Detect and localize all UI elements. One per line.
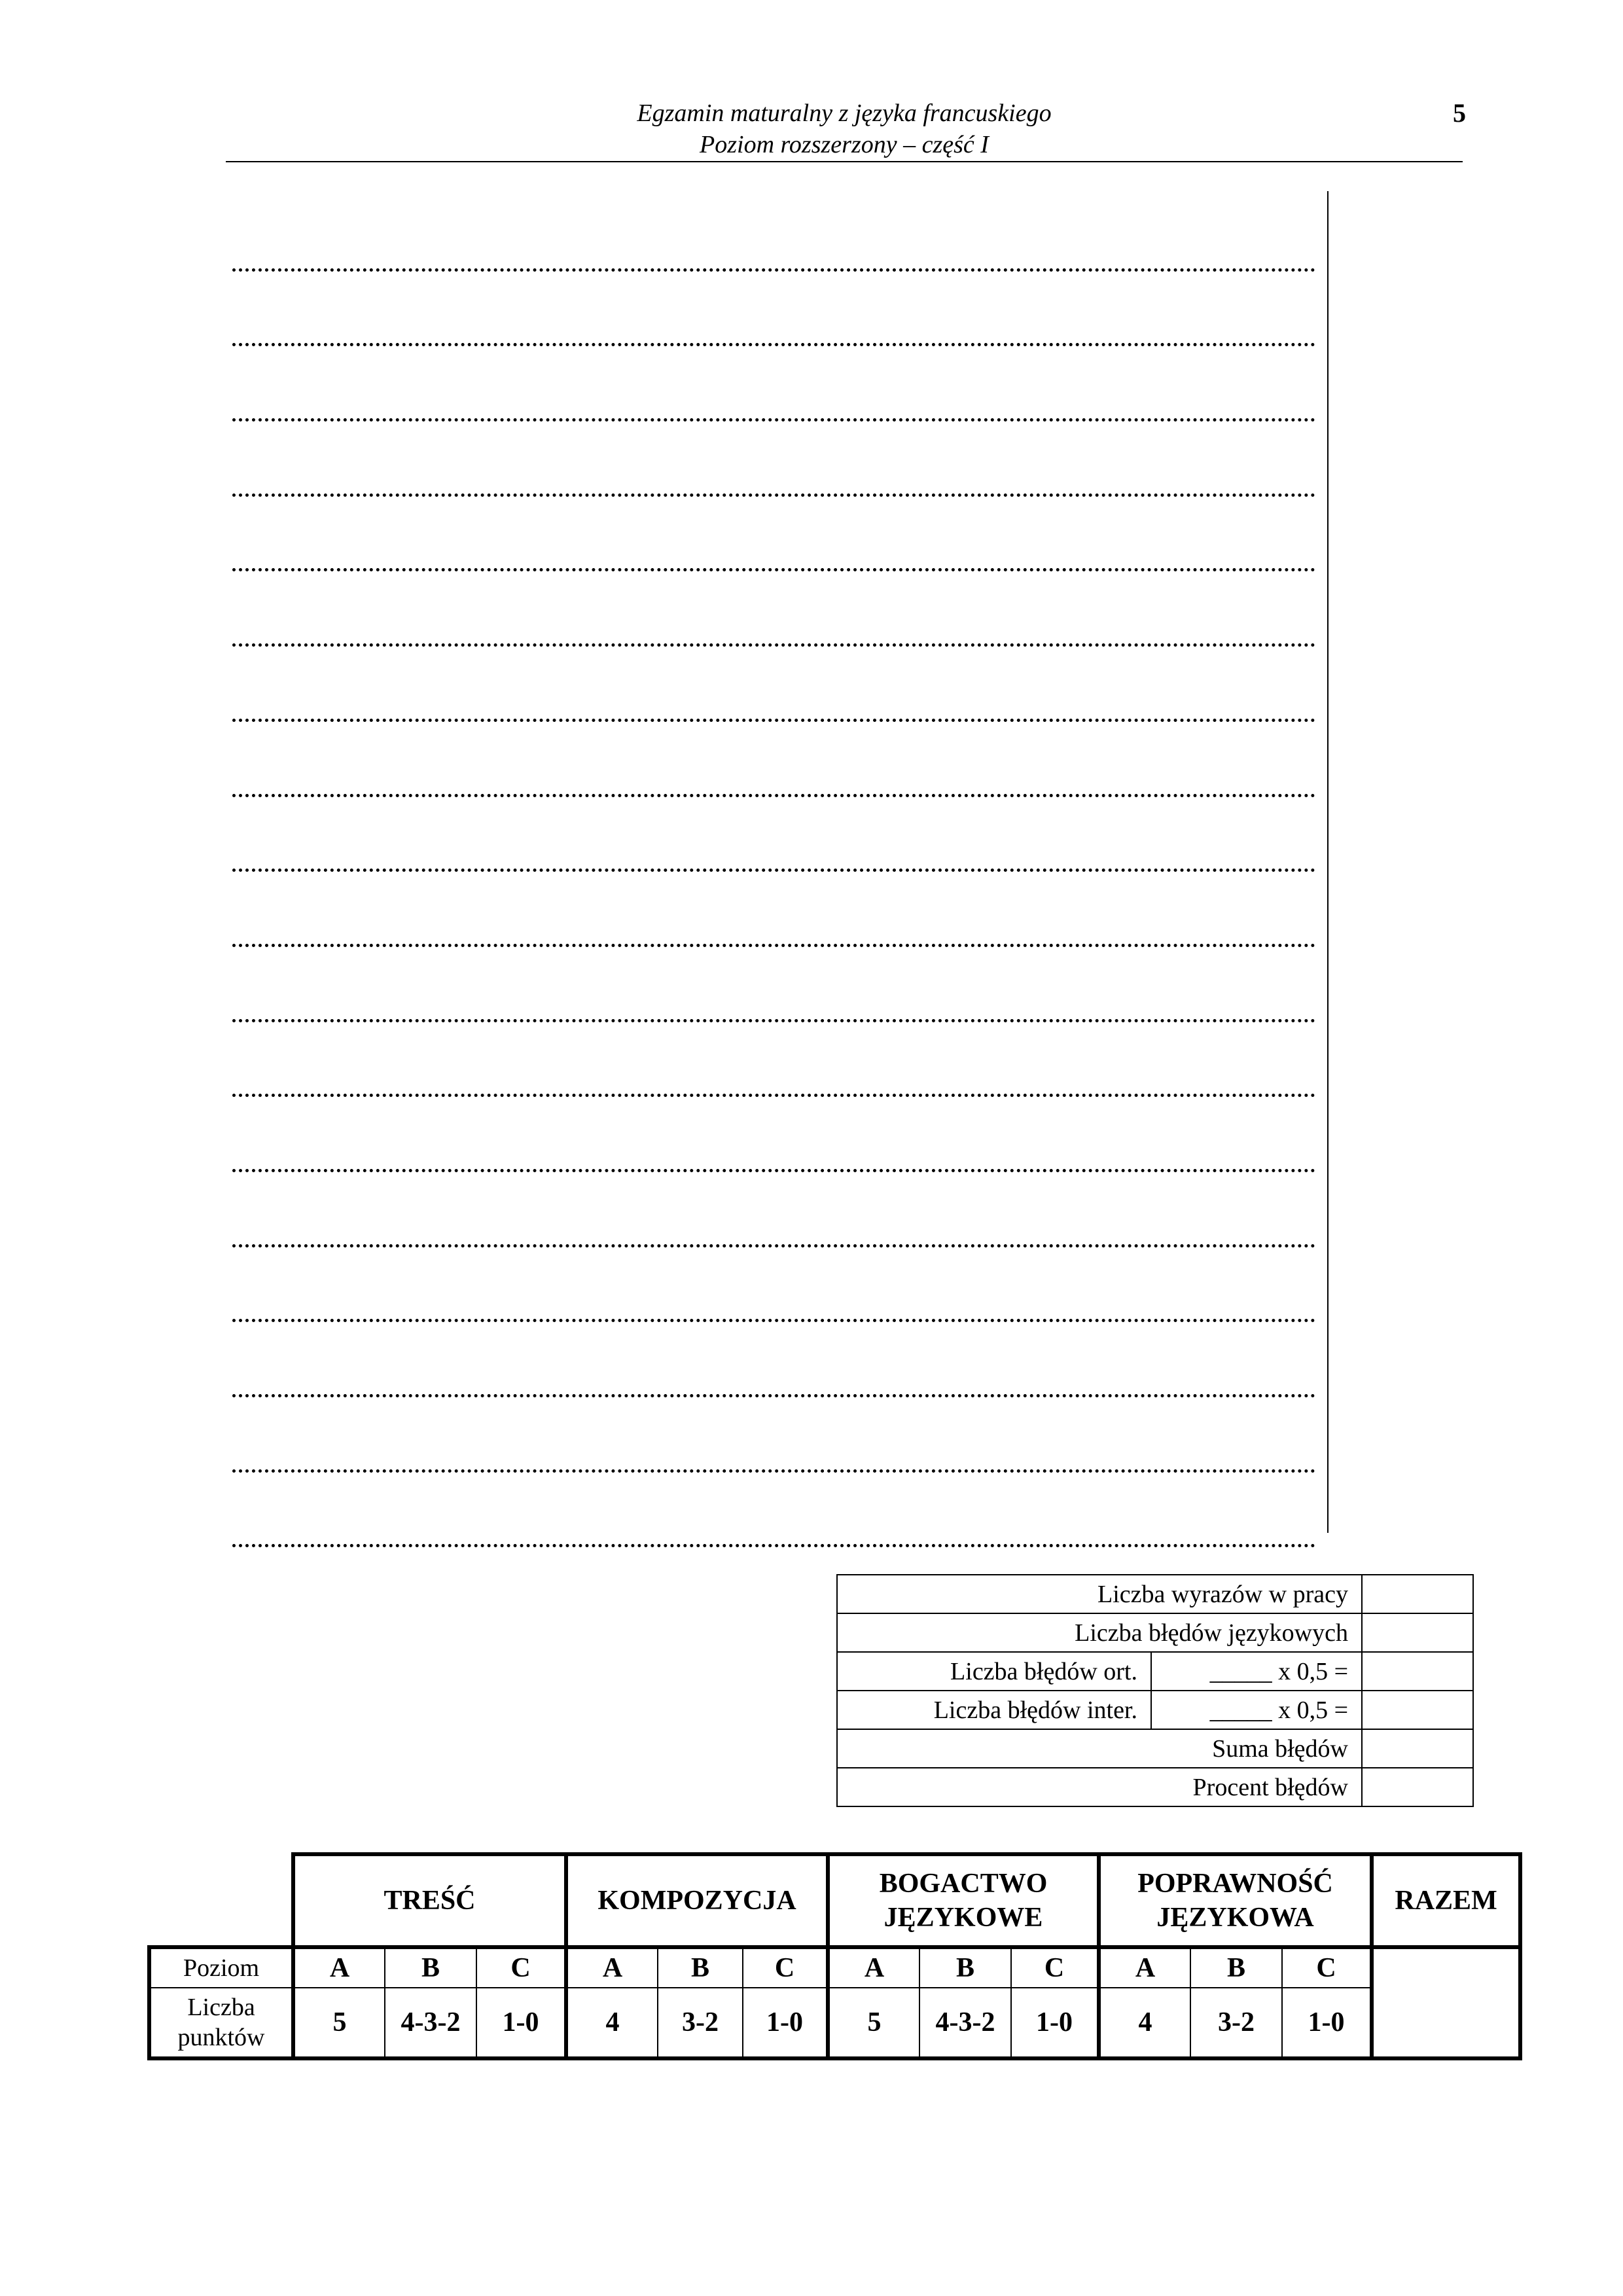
- writing-line[interactable]: [232, 1172, 1315, 1247]
- empty-corner-cell: [149, 1854, 293, 1947]
- count-value-field[interactable]: [1362, 1575, 1473, 1613]
- writing-line[interactable]: [232, 1097, 1315, 1172]
- category-row: [149, 1854, 1520, 1947]
- count-label: Liczba błędów inter.: [837, 1691, 1151, 1729]
- count-label: Procent błędów: [837, 1768, 1362, 1806]
- header-divider: [226, 161, 1463, 162]
- writing-line[interactable]: [232, 422, 1315, 497]
- writing-line[interactable]: [232, 947, 1315, 1022]
- level-cell: C: [476, 1947, 566, 1988]
- level-cell: C: [1282, 1947, 1372, 1988]
- level-cell: B: [658, 1947, 743, 1988]
- count-row-error-sum: [837, 1729, 1473, 1768]
- points-cell[interactable]: 3-2: [658, 1988, 743, 2058]
- total-score-field[interactable]: [1372, 1947, 1520, 2058]
- level-cell: B: [919, 1947, 1011, 1988]
- writing-line[interactable]: [232, 272, 1315, 347]
- points-cell[interactable]: 5: [828, 1988, 919, 2058]
- count-label: Liczba błędów ort.: [837, 1652, 1151, 1691]
- scoring-table: [147, 1852, 1522, 2060]
- count-value-field[interactable]: [1362, 1691, 1473, 1729]
- points-cell[interactable]: 4-3-2: [385, 1988, 476, 2058]
- category-content: TREŚĆ: [293, 1854, 566, 1947]
- answer-writing-area[interactable]: [232, 196, 1319, 1547]
- points-cell[interactable]: 5: [293, 1988, 385, 2058]
- count-multiplier[interactable]: _____ x 0,5 =: [1151, 1691, 1362, 1729]
- count-value-field[interactable]: [1362, 1768, 1473, 1806]
- category-composition: KOMPOZYCJA: [566, 1854, 828, 1947]
- writing-line[interactable]: [232, 196, 1315, 272]
- level-cell: C: [1011, 1947, 1099, 1988]
- count-row-spelling-errors: [837, 1652, 1473, 1691]
- level-row: [149, 1947, 1520, 1988]
- level-cell: A: [828, 1947, 919, 1988]
- category-accuracy-line2: JĘZYKOWA: [1156, 1903, 1314, 1933]
- level-cell: B: [385, 1947, 476, 1988]
- header-exam-title: Egzamin maturalny z języka francuskiego: [637, 99, 1052, 127]
- level-cell: A: [566, 1947, 658, 1988]
- level-row-label: Poziom: [149, 1947, 293, 1988]
- points-cell[interactable]: 4: [566, 1988, 658, 2058]
- points-cell[interactable]: 1-0: [1282, 1988, 1372, 2058]
- writing-line[interactable]: [232, 722, 1315, 797]
- level-cell: C: [743, 1947, 828, 1988]
- count-multiplier[interactable]: _____ x 0,5 =: [1151, 1652, 1362, 1691]
- points-cell[interactable]: 4-3-2: [919, 1988, 1011, 2058]
- category-vocabulary-line1: BOGACTWO: [879, 1869, 1048, 1899]
- category-accuracy-line1: POPRAWNOŚĆ: [1137, 1869, 1333, 1899]
- writing-line[interactable]: [232, 571, 1315, 647]
- count-value-field[interactable]: [1362, 1613, 1473, 1652]
- writing-line[interactable]: [232, 797, 1315, 872]
- writing-line[interactable]: [232, 1022, 1315, 1098]
- writing-line[interactable]: [232, 872, 1315, 947]
- count-value-field[interactable]: [1362, 1729, 1473, 1768]
- level-cell: A: [293, 1947, 385, 1988]
- points-cell[interactable]: 3-2: [1190, 1988, 1282, 2058]
- writing-line[interactable]: [232, 346, 1315, 422]
- writing-line[interactable]: [232, 1473, 1315, 1548]
- header-exam-level: Poziom rozszerzony – część I: [700, 131, 989, 158]
- margin-divider: [1327, 191, 1329, 1533]
- count-value-field[interactable]: [1362, 1652, 1473, 1691]
- count-label: Liczba błędów językowych: [837, 1613, 1362, 1652]
- points-cell[interactable]: 1-0: [476, 1988, 566, 2058]
- writing-line[interactable]: [232, 1247, 1315, 1323]
- points-row-label-line1: Liczba: [187, 1994, 255, 2021]
- count-row-error-percent: [837, 1768, 1473, 1806]
- count-label: Suma błędów: [837, 1729, 1362, 1768]
- count-row-words: [837, 1575, 1473, 1613]
- points-cell[interactable]: 4: [1099, 1988, 1190, 2058]
- category-total: RAZEM: [1372, 1854, 1520, 1947]
- writing-line[interactable]: [232, 497, 1315, 572]
- writing-line[interactable]: [232, 1397, 1315, 1473]
- category-vocabulary-line2: JĘZYKOWE: [883, 1903, 1043, 1933]
- category-vocabulary: [828, 1854, 1099, 1947]
- points-row-label-line2: punktów: [177, 2024, 265, 2051]
- count-row-punctuation-errors: [837, 1691, 1473, 1729]
- points-cell[interactable]: 1-0: [743, 1988, 828, 2058]
- points-row-label: [149, 1988, 293, 2058]
- word-count-table: [836, 1574, 1474, 1807]
- writing-line[interactable]: [232, 1322, 1315, 1397]
- count-label: Liczba wyrazów w pracy: [837, 1575, 1362, 1613]
- level-cell: A: [1099, 1947, 1190, 1988]
- page-number: 5: [1453, 98, 1466, 128]
- count-row-errors: [837, 1613, 1473, 1652]
- points-cell[interactable]: 1-0: [1011, 1988, 1099, 2058]
- category-accuracy: [1099, 1854, 1372, 1947]
- points-row: [149, 1988, 1520, 2058]
- level-cell: B: [1190, 1947, 1282, 1988]
- writing-line[interactable]: [232, 647, 1315, 722]
